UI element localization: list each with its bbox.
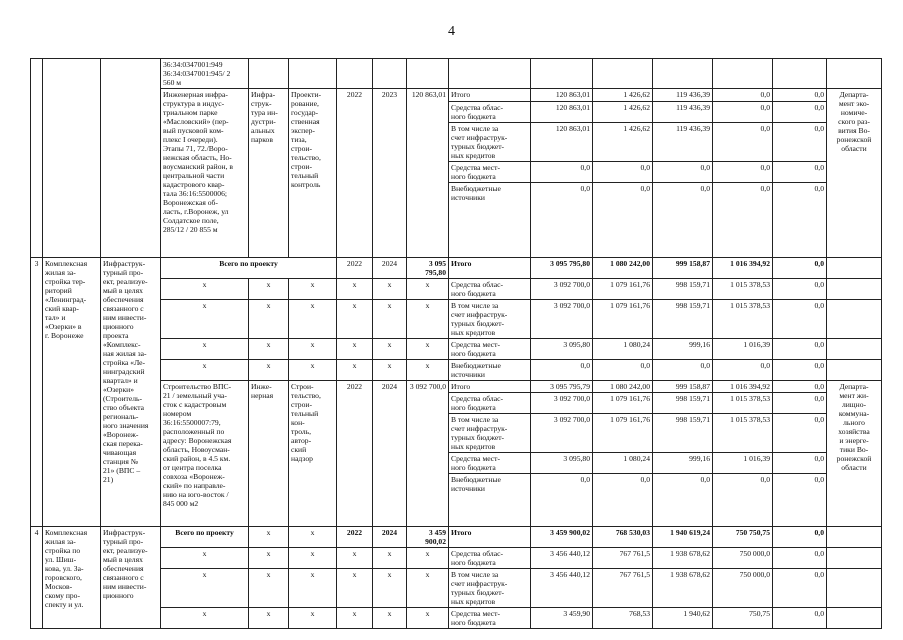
num-cell [31, 59, 43, 258]
amount-y1: 1 426,62 [593, 123, 653, 162]
x-mark: x [161, 608, 249, 629]
start-year: 2022 [337, 527, 373, 548]
amount-y2: 119 436,39 [653, 123, 713, 162]
x-mark: x [249, 527, 289, 548]
x-mark: x [407, 360, 449, 381]
amount-y2: 0,0 [653, 162, 713, 183]
executor-cell [827, 608, 882, 629]
amount-y4: 0,0 [773, 123, 827, 162]
amount-total: 0,0 [531, 360, 593, 381]
end-year: 2024 [373, 258, 407, 279]
funding-source: Средства облаc- ного бюджета [449, 393, 531, 414]
amount-y3: 0,0 [713, 183, 773, 258]
x-mark: x [289, 339, 337, 360]
x-mark: x [161, 300, 249, 339]
amount-total: 3 092 700,0 [531, 393, 593, 414]
amount-y3: 1 016 394,92 [713, 381, 773, 393]
amount-y2: 1 940,62 [653, 608, 713, 629]
object-type: Инфра- струк- тура ин- дустри- альных парков [249, 89, 289, 258]
end-cell [373, 59, 407, 89]
object-cell: Строительство ВПС- 21 / земельный уча- сток с кадастровым номером 36:16:5500007:79, расположенный по адресу: Воронежская область, Новоусман- ский район, в 4.5 км. от центра поселка совхоза «Воронеж- ский» по направле- нию на юго-восток / 845 000 м2 [161, 381, 249, 527]
start-year: 2022 [337, 381, 373, 527]
amount-y3: 1 016 394,92 [713, 258, 773, 279]
start-cell [337, 59, 373, 89]
amount-y2: 119 436,39 [653, 102, 713, 123]
amount-y1: 1 080,24 [593, 339, 653, 360]
row-number: 3 [31, 258, 43, 527]
x-mark: x [407, 279, 449, 300]
cadastral-cell: 36:34:0347001:949 36:34:0347001:945/ 2 560 м [161, 59, 249, 89]
funding-source: Средства облаc- ного бюджета [449, 102, 531, 123]
funding-source: В том числе за счет инфраструк- турных бюджет- ных кредитов [449, 414, 531, 453]
page-number: 4 [448, 24, 455, 39]
end-year: 2023 [373, 89, 407, 258]
x-mark: x [249, 548, 289, 569]
row-number: 4 [31, 527, 43, 629]
funding-source: Внебюджетные источники [449, 474, 531, 527]
funding-source: Итого [449, 89, 531, 102]
amount-y2: 999 158,87 [653, 258, 713, 279]
amount-y4: 0,0 [773, 162, 827, 183]
x-mark: x [407, 339, 449, 360]
x-mark: x [337, 339, 373, 360]
x-mark: x [407, 548, 449, 569]
amount-y1: 768,53 [593, 608, 653, 629]
executor: Департа- мент эко- номиче- ского раз- вития Во- ронежской области [827, 89, 882, 258]
funding-source: В том числе за счет инфраструк- турных бюджет- ных кредитов [449, 123, 531, 162]
start-year: 2022 [337, 258, 373, 279]
funding-source: Итого [449, 258, 531, 279]
amount-y2: 119 436,39 [653, 89, 713, 102]
amount-total: 0,0 [531, 162, 593, 183]
amount-y3: 0,0 [713, 162, 773, 183]
amount-y1: 1 426,62 [593, 102, 653, 123]
amount-y2: 0,0 [653, 183, 713, 258]
funding-source [449, 59, 531, 89]
x-mark: x [161, 360, 249, 381]
x-mark: x [337, 360, 373, 381]
amount-total: 3 459,90 [531, 608, 593, 629]
amount-y3: 0,0 [713, 123, 773, 162]
amount-y1 [593, 59, 653, 89]
project-name: Комплексная жилая за- стройка по ул. Шиш- кова, ул. За- горовского, Москов- скому про- спекту и ул. [43, 527, 101, 629]
executor-cell [827, 360, 882, 381]
amount-total [531, 59, 593, 89]
project-purpose: Инфраструк- турный про- ект, реализуе- мый в целях обеспечения связанного с ним инвести- ционного [101, 527, 161, 629]
amount-y2: 999,16 [653, 453, 713, 474]
amount-total: 0,0 [531, 474, 593, 527]
executor-cell [827, 258, 882, 279]
amount-y1: 0,0 [593, 474, 653, 527]
amount-y1: 767 761,5 [593, 548, 653, 569]
funding-source: Средства мест- ного бюджета [449, 453, 531, 474]
x-mark: x [407, 608, 449, 629]
amount-y2: 998 159,71 [653, 300, 713, 339]
project-total-label: Всего по проекту [161, 258, 337, 279]
executor-cell [827, 279, 882, 300]
object-cell: Инженерная инфра- структура в индус- триальном парке «Масловский» (пер- вый пусковой ком- плекс I очереди). Этапы 71, 72./Воро- нежская область, Но- воусманский район, в центральной части кадастрового квар- тала 36:16:5500006; Воронежская об- ласть, г.Воронеж, ул Солдатское поле, 285/12 / 20 855 м [161, 89, 249, 258]
amount-y1: 0,0 [593, 360, 653, 381]
x-mark: x [249, 608, 289, 629]
x-mark: x [373, 360, 407, 381]
funding-source: Внебюджетные источники [449, 360, 531, 381]
x-mark: x [249, 360, 289, 381]
amount-y1: 1 079 161,76 [593, 393, 653, 414]
amount-y4: 0,0 [773, 102, 827, 123]
funding-source: Внебюджетные источники [449, 183, 531, 258]
executor-cell [827, 300, 882, 339]
executor-cell [827, 59, 882, 89]
amount-y1: 1 080 242,00 [593, 258, 653, 279]
amount-y3: 1 015 378,53 [713, 300, 773, 339]
project-cost: 3 459 900,02 [407, 527, 449, 548]
amount-total: 120 863,01 [531, 102, 593, 123]
amount-y4: 0,0 [773, 183, 827, 258]
x-mark: x [289, 548, 337, 569]
amount-y1: 1 080 242,00 [593, 381, 653, 393]
amount-y1: 0,0 [593, 183, 653, 258]
funding-source: Итого [449, 527, 531, 548]
x-mark: x [249, 569, 289, 608]
amount-y3: 1 016,39 [713, 339, 773, 360]
amount-y4: 0,0 [773, 300, 827, 339]
x-mark: x [289, 608, 337, 629]
amount-total: 3 459 900,02 [531, 527, 593, 548]
project-name: Комплексная жилая за- стройка тер- риторий «Ленинград- ский квар- тал» и «Озерки» в г. Воронеже [43, 258, 101, 527]
amount-y4: 0,0 [773, 393, 827, 414]
amount-y4: 0,0 [773, 339, 827, 360]
amount-y3: 750,75 [713, 608, 773, 629]
amount-y3: 1 015 378,53 [713, 414, 773, 453]
x-mark: x [161, 548, 249, 569]
amount-y4: 0,0 [773, 608, 827, 629]
amount-total: 3 092 700,0 [531, 279, 593, 300]
cost-cell [407, 59, 449, 89]
x-mark: x [407, 569, 449, 608]
amount-total: 3 456 440,12 [531, 548, 593, 569]
funding-source: Средства облаc- ного бюджета [449, 548, 531, 569]
executor: Департа- мент жи- лищно- коммуна- льного хозяйства и энерге- тики Во- ронежской области [827, 381, 882, 527]
amount-total: 3 092 700,0 [531, 300, 593, 339]
amount-y2: 998 159,71 [653, 393, 713, 414]
amount-y1: 767 761,5 [593, 569, 653, 608]
amount-y4: 0,0 [773, 548, 827, 569]
amount-y3: 750 000,0 [713, 569, 773, 608]
x-mark: x [373, 339, 407, 360]
x-mark: x [337, 548, 373, 569]
amount-y3: 0,0 [713, 474, 773, 527]
amount-y1: 1 426,62 [593, 89, 653, 102]
x-mark: x [373, 300, 407, 339]
amount-y2 [653, 59, 713, 89]
executor-cell [827, 548, 882, 569]
x-mark: x [289, 527, 337, 548]
amount-y2: 1 938 678,62 [653, 548, 713, 569]
amount-y4: 0,0 [773, 569, 827, 608]
amount-y2: 999,16 [653, 339, 713, 360]
funding-source: В том числе за счет инфраструк- турных бюджет- ных кредитов [449, 300, 531, 339]
amount-y4: 0,0 [773, 360, 827, 381]
executor-cell [827, 569, 882, 608]
funding-source: Средства мест- ного бюджета [449, 339, 531, 360]
end-year: 2024 [373, 381, 407, 527]
funding-source: В том числе за счет инфраструк- турных бюджет- ных кредитов [449, 569, 531, 608]
amount-y1: 1 080,24 [593, 453, 653, 474]
amount-y3 [713, 59, 773, 89]
amount-y3: 1 016,39 [713, 453, 773, 474]
project-purpose: Инфраструк- турный про- ект, реализуе- мый в целях обеспечения связанного с ним инвести- ционного проекта «Комплекс- ная жилая за- стройка «Ле- нинградский квартал» и «Озерки» (Строитель- ство объекта региональ- ного значения «Воронеж- ская перека- чивающая станция № 21» (ВПС – 21) [101, 258, 161, 527]
project-cell [43, 59, 101, 258]
x-mark: x [289, 279, 337, 300]
x-mark: x [373, 548, 407, 569]
x-mark: x [373, 279, 407, 300]
amount-total: 120 863,01 [531, 89, 593, 102]
amount-y2: 999 158,87 [653, 381, 713, 393]
amount-y4: 0,0 [773, 474, 827, 527]
amount-total: 3 456 440,12 [531, 569, 593, 608]
work-stages: Строи- тельство, строи- тельный кон- троль, автор- ский надзор [289, 381, 337, 527]
object-type: Инже- нерная [249, 381, 289, 527]
x-mark: x [161, 569, 249, 608]
amount-y3: 0,0 [713, 89, 773, 102]
amount-y2: 998 159,71 [653, 414, 713, 453]
object-cost: 120 863,01 [407, 89, 449, 258]
amount-y2: 998 159,71 [653, 279, 713, 300]
x-mark: x [289, 569, 337, 608]
funding-source: Средства мест- ного бюджета [449, 608, 531, 629]
amount-total: 3 095,80 [531, 339, 593, 360]
table-row [31, 258, 882, 279]
x-mark: x [373, 608, 407, 629]
amount-y3: 0,0 [713, 360, 773, 381]
funding-source: Средства мест- ного бюджета [449, 162, 531, 183]
amount-y4: 0,0 [773, 89, 827, 102]
amount-y2: 1 940 619,24 [653, 527, 713, 548]
amount-y3: 0,0 [713, 102, 773, 123]
x-mark: x [337, 608, 373, 629]
type-cell [249, 59, 289, 89]
amount-total: 0,0 [531, 183, 593, 258]
amount-total: 120 863,01 [531, 123, 593, 162]
object-cost: 3 092 700,0 [407, 381, 449, 527]
x-mark: x [161, 279, 249, 300]
amount-y3: 1 015 378,53 [713, 279, 773, 300]
purpose-cell [101, 59, 161, 258]
x-mark: x [289, 360, 337, 381]
amount-y2: 1 938 678,62 [653, 569, 713, 608]
amount-total: 3 095,80 [531, 453, 593, 474]
x-mark: x [289, 300, 337, 339]
x-mark: x [249, 279, 289, 300]
amount-y2: 0,0 [653, 360, 713, 381]
amount-y4: 0,0 [773, 279, 827, 300]
amount-total: 3 095 795,79 [531, 381, 593, 393]
executor-cell [827, 527, 882, 548]
funding-source: Средства облаc- ного бюджета [449, 279, 531, 300]
financing-table [30, 58, 882, 629]
amount-y2: 0,0 [653, 474, 713, 527]
amount-y1: 1 079 161,76 [593, 300, 653, 339]
amount-y4: 0,0 [773, 527, 827, 548]
amount-y3: 750 750,75 [713, 527, 773, 548]
amount-y3: 1 015 378,53 [713, 393, 773, 414]
x-mark: x [373, 569, 407, 608]
project-total-label: Всего по проекту [161, 527, 249, 548]
start-year: 2022 [337, 89, 373, 258]
x-mark: x [249, 300, 289, 339]
end-year: 2024 [373, 527, 407, 548]
project-cost: 3 095 795,80 [407, 258, 449, 279]
table-row [31, 527, 882, 548]
table-row [31, 59, 882, 89]
amount-y1: 1 079 161,76 [593, 414, 653, 453]
funding-source: Итого [449, 381, 531, 393]
x-mark: x [249, 339, 289, 360]
amount-y1: 0,0 [593, 162, 653, 183]
x-mark: x [337, 300, 373, 339]
x-mark: x [337, 279, 373, 300]
x-mark: x [407, 300, 449, 339]
work-stages: Проекти- рование, государ- ственная экспер- тиза, строи- тельство, строи- тельный контроль [289, 89, 337, 258]
amount-total: 3 095 795,80 [531, 258, 593, 279]
amount-y4: 0,0 [773, 258, 827, 279]
amount-y4: 0,0 [773, 453, 827, 474]
amount-y4 [773, 59, 827, 89]
executor-cell [827, 339, 882, 360]
amount-y1: 1 079 161,76 [593, 279, 653, 300]
x-mark: x [337, 569, 373, 608]
amount-total: 3 092 700,0 [531, 414, 593, 453]
amount-y4: 0,0 [773, 414, 827, 453]
amount-y4: 0,0 [773, 381, 827, 393]
amount-y3: 750 000,0 [713, 548, 773, 569]
x-mark: x [161, 339, 249, 360]
stages-cell [289, 59, 337, 89]
amount-y1: 768 530,03 [593, 527, 653, 548]
